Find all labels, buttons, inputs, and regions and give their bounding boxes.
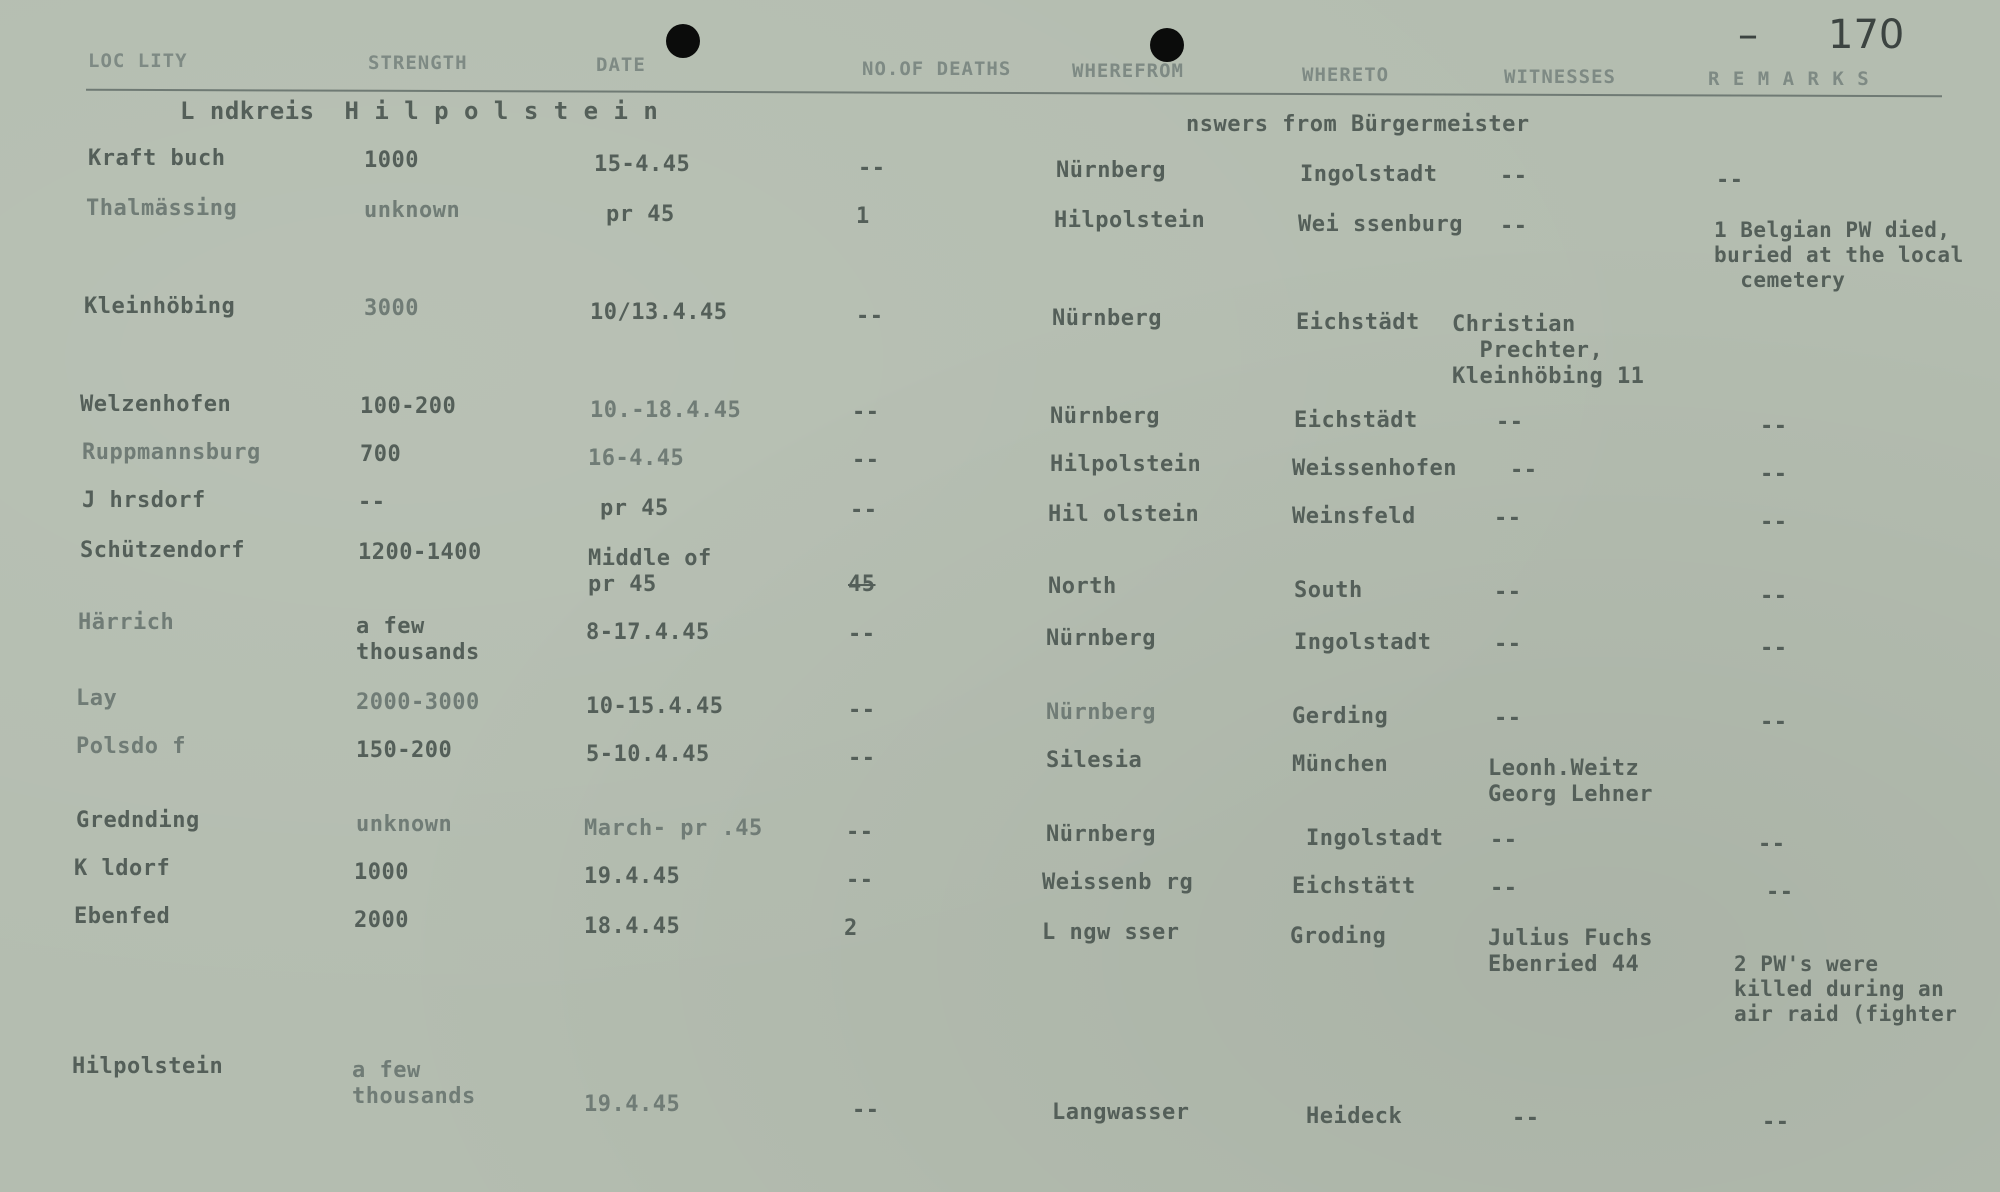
cell-locality: Lay: [76, 686, 118, 711]
cell-date: Middle of pr 45: [588, 546, 712, 597]
cell-locality: Polsdo f: [76, 734, 186, 759]
header-date: DATE: [596, 54, 646, 76]
cell-deaths: --: [848, 746, 876, 771]
cell-strength: 700: [360, 442, 402, 467]
cell-strength: 3000: [364, 296, 419, 321]
cell-date: 19.4.45: [584, 1092, 681, 1117]
cell-deaths: 45: [848, 572, 876, 597]
cell-date: 10-15.4.45: [586, 694, 724, 719]
cell-whereto: Heideck: [1306, 1104, 1403, 1129]
punch-hole: [1150, 28, 1184, 62]
cell-whereto: Ingolstadt: [1306, 826, 1444, 851]
cell-date: 10/13.4.45: [590, 300, 728, 325]
cell-strength: --: [358, 490, 386, 515]
header-locality: LOC LITY: [88, 50, 188, 72]
cell-witnesses: Christian Prechter, Kleinhöbing 11: [1452, 312, 1645, 389]
cell-date: 15-4.45: [594, 152, 691, 177]
cell-date: 8-17.4.45: [586, 620, 710, 645]
cell-date: 19.4.45: [584, 864, 681, 889]
cell-wherefrom: Hilpolstein: [1054, 208, 1206, 233]
cell-whereto: Groding: [1290, 924, 1387, 949]
cell-wherefrom: L ngw sser: [1042, 920, 1180, 945]
cell-remarks: --: [1716, 168, 1744, 193]
cell-deaths: --: [848, 622, 876, 647]
cell-witnesses: --: [1494, 506, 1522, 531]
header-rule: [86, 89, 1942, 97]
cell-witnesses: --: [1490, 876, 1518, 901]
cell-wherefrom: Hil olstein: [1048, 502, 1200, 527]
cell-deaths: --: [852, 400, 880, 425]
cell-strength: unknown: [364, 198, 461, 223]
cell-deaths: --: [856, 304, 884, 329]
cell-date: March- pr .45: [584, 816, 763, 841]
cell-remarks: --: [1760, 462, 1788, 487]
cell-whereto: Weinsfeld: [1292, 504, 1416, 529]
cell-date: pr 45: [600, 496, 669, 521]
cell-remarks: --: [1760, 584, 1788, 609]
cell-strength: 2000: [354, 908, 409, 933]
cell-strength: a few thousands: [352, 1058, 476, 1109]
cell-wherefrom: Langwasser: [1052, 1100, 1190, 1125]
cell-date: pr 45: [606, 202, 675, 227]
cell-strength: 1200-1400: [358, 540, 482, 565]
cell-locality: Hilpolstein: [72, 1054, 224, 1079]
cell-whereto: South: [1294, 578, 1363, 603]
cell-locality: K ldorf: [74, 856, 171, 881]
cell-deaths: --: [858, 156, 886, 181]
cell-strength: 100-200: [360, 394, 457, 419]
cell-locality: Schützendorf: [80, 538, 245, 563]
cell-locality: Kraft buch: [88, 146, 226, 171]
cell-deaths: --: [850, 498, 878, 523]
cell-whereto: Eichstädt: [1294, 408, 1418, 433]
cell-deaths: 1: [856, 204, 870, 229]
cell-deaths: --: [852, 448, 880, 473]
cell-whereto: Eichstädt: [1296, 310, 1420, 335]
district-title: L ndkreis H i l p o l s t e i n: [180, 97, 659, 125]
cell-locality: Grednding: [76, 808, 200, 833]
cell-whereto: Wei ssenburg: [1298, 212, 1463, 237]
cell-wherefrom: Nürnberg: [1046, 822, 1156, 847]
cell-whereto: Eichstätt: [1292, 874, 1416, 899]
cell-wherefrom: Nürnberg: [1050, 404, 1160, 429]
cell-deaths: 2: [844, 916, 858, 941]
cell-remarks: --: [1766, 880, 1794, 905]
cell-witnesses: --: [1500, 214, 1528, 239]
cell-wherefrom: Silesia: [1046, 748, 1143, 773]
header-deaths: NO.OF DEATHS: [862, 58, 1012, 80]
cell-strength: a few thousands: [356, 614, 480, 665]
cell-strength: unknown: [356, 812, 453, 837]
cell-locality: Kleinhöbing: [84, 294, 236, 319]
cell-date: 10.-18.4.45: [590, 398, 742, 423]
cell-witnesses: --: [1510, 458, 1538, 483]
cell-date: 18.4.45: [584, 914, 681, 939]
cell-witnesses: --: [1494, 706, 1522, 731]
cell-remarks: 1 Belgian PW died, buried at the local cemetery: [1714, 218, 1964, 292]
header-strength: STRENGTH: [368, 52, 468, 74]
cell-witnesses: --: [1494, 580, 1522, 605]
cell-whereto: Ingolstadt: [1300, 162, 1438, 187]
answers-note: nswers from Bürgermeister: [1186, 112, 1530, 137]
cell-strength: 2000-3000: [356, 690, 480, 715]
cell-strength: 1000: [364, 148, 419, 173]
cell-witnesses: Leonh.Weitz Georg Lehner: [1488, 756, 1653, 807]
cell-remarks: 2 PW's were killed during an air raid (fighter: [1734, 952, 1958, 1026]
cell-remarks: --: [1758, 832, 1786, 857]
cell-locality: Welzenhofen: [80, 392, 232, 417]
header-witnesses: WITNESSES: [1504, 66, 1616, 88]
cell-whereto: München: [1292, 752, 1389, 777]
cell-witnesses: --: [1494, 632, 1522, 657]
cell-wherefrom: Nürnberg: [1052, 306, 1162, 331]
cell-remarks: --: [1762, 1110, 1790, 1135]
cell-remarks: --: [1760, 636, 1788, 661]
cell-deaths: --: [846, 868, 874, 893]
cell-remarks: --: [1760, 710, 1788, 735]
cell-date: 5-10.4.45: [586, 742, 710, 767]
cell-wherefrom: Nürnberg: [1046, 700, 1156, 725]
cell-locality: J hrsdorf: [82, 488, 206, 513]
header-wherefrom: WHEREFROM: [1072, 60, 1184, 82]
cell-remarks: --: [1760, 510, 1788, 535]
cell-witnesses: --: [1500, 164, 1528, 189]
cell-locality: Ebenfed: [74, 904, 171, 929]
cell-locality: Härrich: [78, 610, 175, 635]
cell-deaths: --: [852, 1098, 880, 1123]
cell-witnesses: Julius Fuchs Ebenried 44: [1488, 926, 1653, 977]
cell-witnesses: --: [1490, 828, 1518, 853]
cell-whereto: Ingolstadt: [1294, 630, 1432, 655]
header-remarks: R E M A R K S: [1708, 68, 1870, 90]
cell-wherefrom: North: [1048, 574, 1117, 599]
cell-strength: 1000: [354, 860, 409, 885]
cell-strength: 150-200: [356, 738, 453, 763]
cell-witnesses: --: [1496, 410, 1524, 435]
cell-wherefrom: Hilpolstein: [1050, 452, 1202, 477]
cell-locality: Ruppmannsburg: [82, 440, 261, 465]
cell-wherefrom: Nürnberg: [1056, 158, 1166, 183]
cell-locality: Thalmässing: [86, 196, 238, 221]
cell-wherefrom: Weissenb rg: [1042, 870, 1194, 895]
header-whereto: WHERETO: [1302, 64, 1390, 86]
cell-remarks: --: [1760, 414, 1788, 439]
cell-whereto: Weissenhofen: [1292, 456, 1457, 481]
page-number: 170: [1828, 12, 1905, 58]
cell-witnesses: --: [1512, 1106, 1540, 1131]
cell-whereto: Gerding: [1292, 704, 1389, 729]
cell-deaths: --: [846, 820, 874, 845]
cell-wherefrom: Nürnberg: [1046, 626, 1156, 651]
punch-hole: [666, 24, 700, 58]
cell-date: 16-4.45: [588, 446, 685, 471]
cell-deaths: --: [848, 698, 876, 723]
page-dash: –: [1738, 12, 1758, 58]
